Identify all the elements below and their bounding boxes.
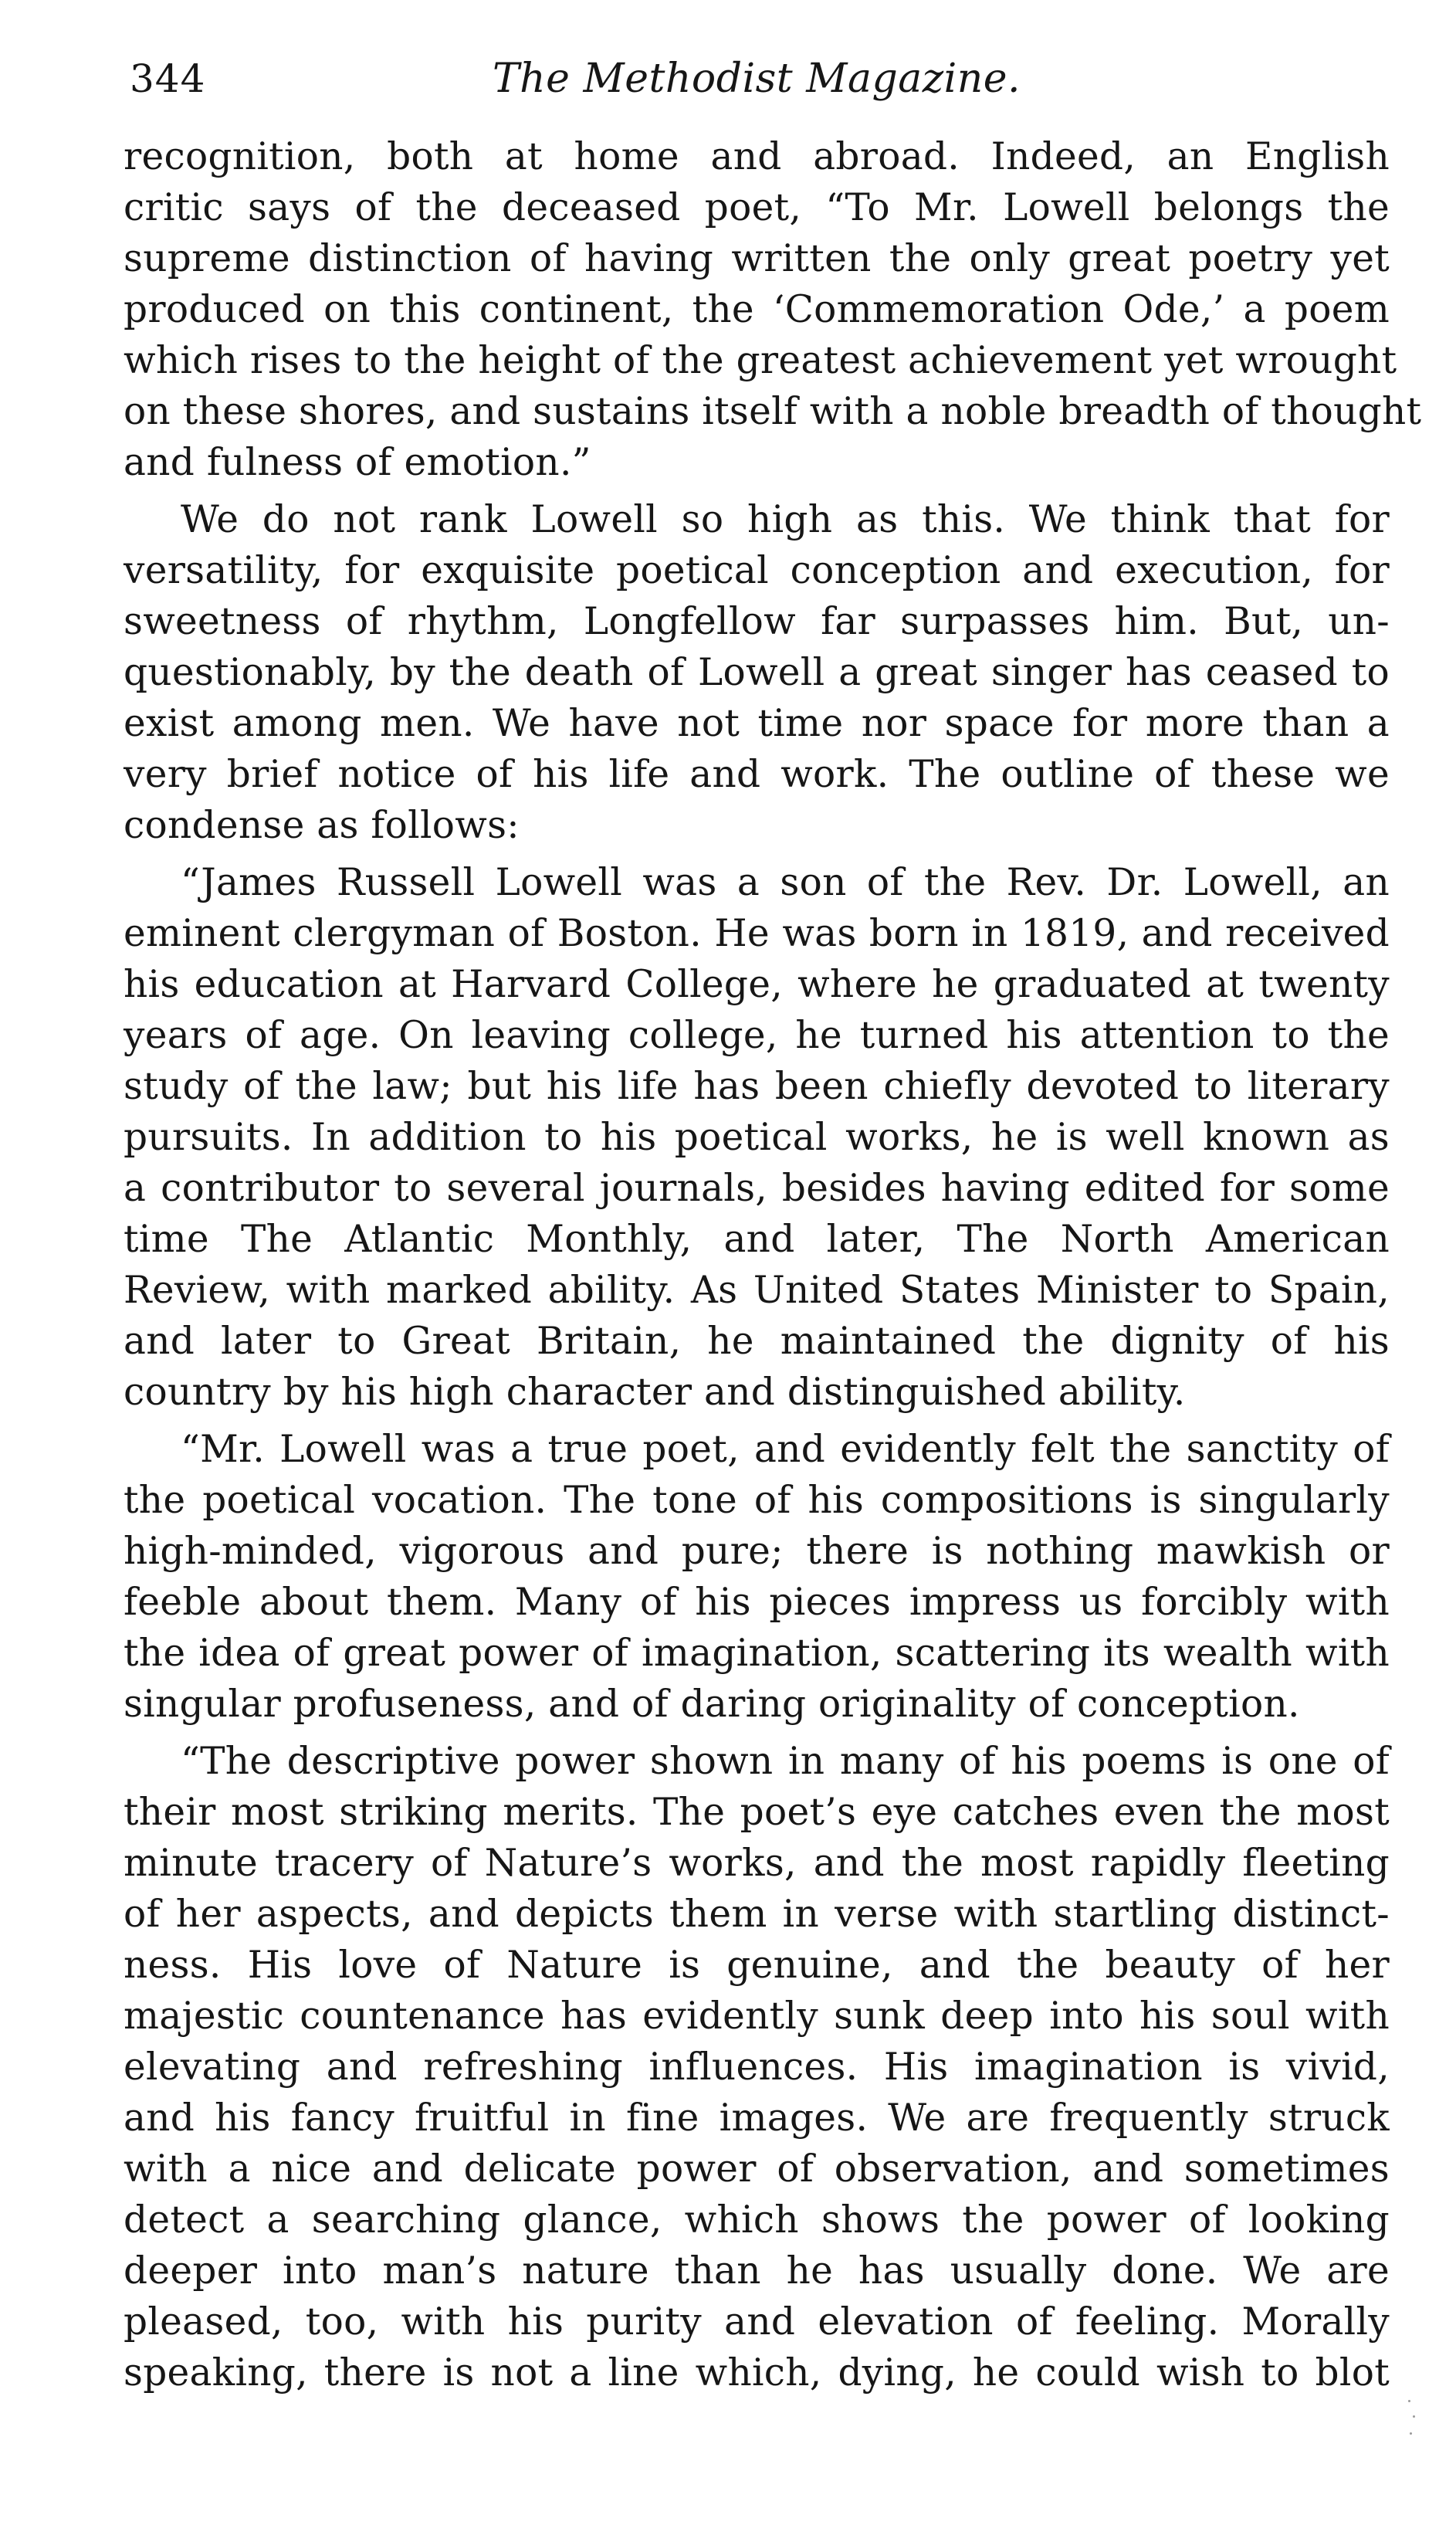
text-line: eminent clergyman of Boston. He was born in 1819, and received — [124, 912, 1390, 955]
page-header — [130, 48, 1382, 117]
text-line: “Mr. Lowell was a true poet, and evidently felt the sanctity of — [181, 1428, 1390, 1471]
text-line: and later to Great Britain, he maintained the dignity of his — [124, 1320, 1390, 1363]
text-line: their most striking merits. The poet’s eye catches even the most — [124, 1791, 1390, 1834]
paragraph-descriptive-power — [124, 1736, 1390, 2398]
text-line: years of age. On leaving college, he turned his attention to the — [124, 1014, 1390, 1057]
text-line: which rises to the height of the greatest achievement yet wrought — [124, 339, 1397, 382]
paragraph-gap — [124, 1418, 1390, 1424]
text-line: on these shores, and sustains itself with a noble breadth of thought — [124, 390, 1422, 433]
text-line: the idea of great power of imagination, scattering its wealth with — [124, 1632, 1390, 1675]
text-line: ness. His love of Nature is genuine, and the beauty of her — [124, 1944, 1390, 1987]
text-line: condense as follows: — [124, 804, 520, 847]
paragraph-poet — [124, 1424, 1390, 1730]
article-body — [124, 131, 1422, 2398]
paragraph-gap — [124, 1730, 1390, 1736]
running-title: The Methodist Magazine. — [493, 56, 1021, 102]
text-line: deeper into man’s nature than he has usually done. We are — [124, 2249, 1390, 2293]
text-line: pursuits. In addition to his poetical works, he is well known as — [124, 1116, 1390, 1159]
text-line: exist among men. We have not time nor space for more than a — [124, 702, 1390, 745]
paragraph-continuation — [124, 131, 1422, 488]
text-line: recognition, both at home and abroad. Indeed, an English — [124, 135, 1390, 178]
text-line: study of the law; but his life has been chiefly devoted to literary — [124, 1065, 1390, 1108]
scan-speck — [1413, 2415, 1415, 2418]
text-line: questionably, by the death of Lowell a great singer has ceased to — [124, 651, 1390, 694]
text-line: a contributor to several journals, besides having edited for some — [124, 1167, 1390, 1210]
text-line: feeble about them. Many of his pieces impress us forcibly with — [124, 1581, 1390, 1624]
text-line: speaking, there is not a line which, dying, he could wish to blot — [124, 2351, 1390, 2395]
text-line: Review, with marked ability. As United States Minister to Spain, — [124, 1269, 1390, 1312]
scan-speck — [1410, 2432, 1412, 2435]
text-line: detect a searching glance, which shows the power of looking — [124, 2198, 1390, 2242]
text-line: with a nice and delicate power of observation, and sometimes — [124, 2147, 1390, 2191]
paragraph-biography — [124, 857, 1390, 1418]
text-line: the poetical vocation. The tone of his compositions is singularly — [124, 1479, 1390, 1522]
text-line: country by his high character and distinguished ability. — [124, 1371, 1186, 1414]
page-number: 344 — [130, 56, 206, 101]
text-line: high-minded, vigorous and pure; there is nothing mawkish or — [124, 1530, 1390, 1573]
text-line: his education at Harvard College, where he graduated at twenty — [124, 963, 1390, 1006]
text-line: “The descriptive power shown in many of his poems is one of — [181, 1740, 1390, 1783]
paragraph-gap — [124, 488, 1390, 494]
text-line: versatility, for exquisite poetical conception and execution, for — [124, 549, 1390, 592]
text-line: elevating and refreshing influences. His imagination is vivid, — [124, 2045, 1390, 2089]
text-line: sweetness of rhythm, Longfellow far surpasses him. But, un- — [124, 600, 1390, 643]
text-line: We do not rank Lowell so high as this. We think that for — [181, 498, 1390, 541]
text-line: singular profuseness, and of daring originality of conception. — [124, 1683, 1300, 1726]
text-line: supreme distinction of having written the only great poetry yet — [124, 237, 1390, 280]
text-line: and his fancy fruitful in fine images. We are frequently struck — [124, 2096, 1390, 2140]
text-line: very brief notice of his life and work. The outline of these we — [124, 753, 1390, 796]
text-line: and fulness of emotion.” — [124, 441, 591, 484]
text-line: time The Atlantic Monthly, and later, The North American — [124, 1218, 1390, 1261]
text-line: pleased, too, with his purity and elevation of feeling. Morally — [124, 2300, 1390, 2344]
paragraph-gap — [124, 851, 1390, 857]
text-line: of her aspects, and depicts them in verse with startling distinct- — [124, 1893, 1390, 1936]
paragraph-ranking — [124, 494, 1390, 851]
scan-speck — [1408, 2400, 1410, 2402]
text-line: produced on this continent, the ‘Commemoration Ode,’ a poem — [124, 288, 1390, 331]
text-line: “James Russell Lowell was a son of the Rev. Dr. Lowell, an — [181, 861, 1390, 904]
text-line: minute tracery of Nature’s works, and the most rapidly fleeting — [124, 1842, 1390, 1885]
text-line: critic says of the deceased poet, “To Mr. Lowell belongs the — [124, 186, 1390, 229]
text-line: majestic countenance has evidently sunk deep into his soul with — [124, 1995, 1390, 2038]
